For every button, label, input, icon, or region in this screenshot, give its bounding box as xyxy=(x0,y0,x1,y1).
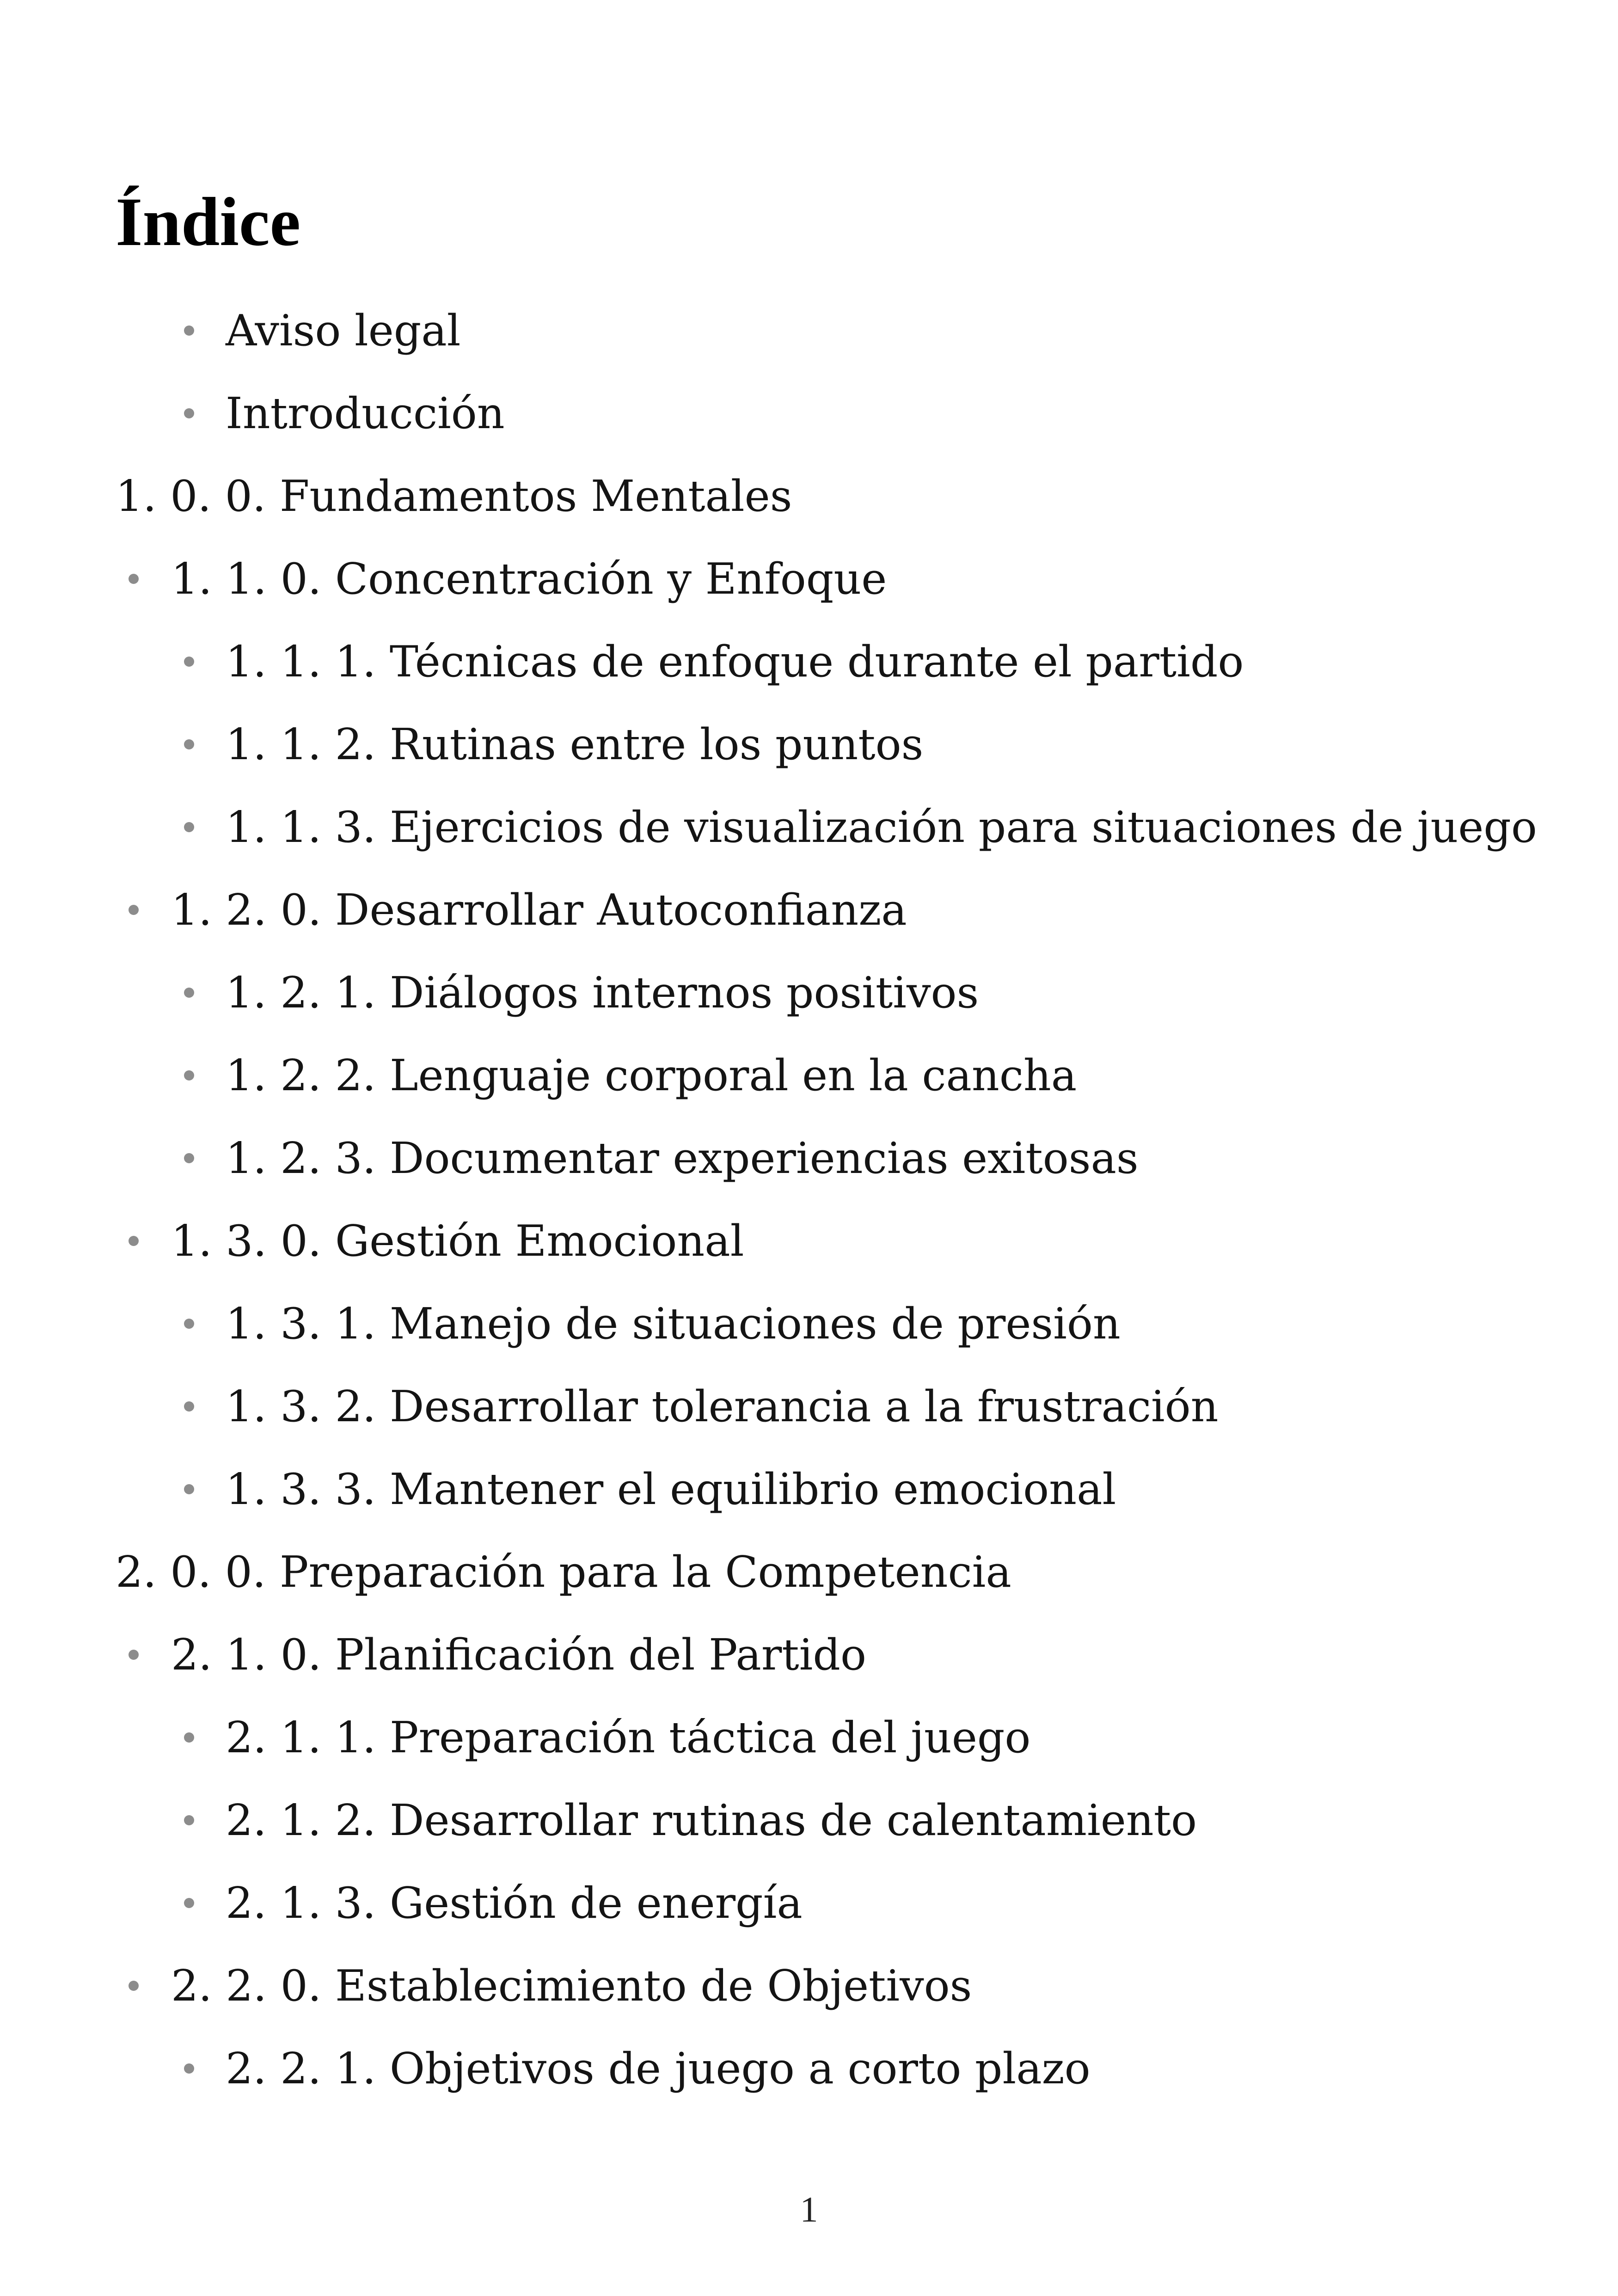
toc-entry[interactable] xyxy=(0,1868,1618,1951)
toc-entry-label: Aviso legal xyxy=(226,306,461,356)
toc-entry[interactable] xyxy=(0,379,1618,461)
toc-entry[interactable] xyxy=(0,710,1618,792)
toc-entry[interactable] xyxy=(0,1289,1618,1372)
toc-entry-label: 1. 3. 0. Gestión Emocional xyxy=(171,1216,744,1266)
page-title: Índice xyxy=(116,184,301,260)
toc-entry-label: 2. 1. 0. Planificación del Partido xyxy=(171,1630,866,1680)
toc-entry-label: 1. 1. 0. Concentración y Enfoque xyxy=(171,554,887,604)
bullet-icon xyxy=(184,1319,194,1329)
toc-entry[interactable] xyxy=(0,1372,1618,1455)
bullet-icon xyxy=(184,739,194,749)
bullet-icon xyxy=(184,1153,194,1163)
toc-entry[interactable] xyxy=(0,875,1618,958)
bullet-icon xyxy=(129,1236,139,1246)
table-of-contents xyxy=(0,296,1618,2117)
bullet-icon xyxy=(129,1981,139,1991)
bullet-icon xyxy=(184,1484,194,1494)
bullet-icon xyxy=(184,1732,194,1743)
toc-entry-label: 2. 2. 1. Objetivos de juego a corto plazo xyxy=(226,2044,1091,2093)
bullet-icon xyxy=(184,1070,194,1080)
toc-entry[interactable] xyxy=(0,792,1618,875)
bullet-icon xyxy=(184,408,194,418)
toc-entry[interactable] xyxy=(0,1951,1618,2034)
toc-entry[interactable] xyxy=(0,2034,1618,2117)
toc-entry-label: 1. 2. 3. Documentar experiencias exitosas xyxy=(226,1133,1139,1183)
bullet-icon xyxy=(184,822,194,832)
toc-entry[interactable] xyxy=(0,1537,1618,1620)
toc-entry-label: 1. 0. 0. Fundamentos Mentales xyxy=(116,471,792,521)
toc-entry[interactable] xyxy=(0,461,1618,544)
bullet-icon xyxy=(184,1898,194,1908)
toc-entry-label: Introducción xyxy=(226,388,505,438)
bullet-icon xyxy=(184,988,194,998)
page-number: 1 xyxy=(800,2189,818,2229)
toc-entry[interactable] xyxy=(0,1206,1618,1289)
toc-entry[interactable] xyxy=(0,1786,1618,1868)
toc-entry[interactable] xyxy=(0,544,1618,627)
toc-entry-label: 1. 1. 1. Técnicas de enfoque durante el partido xyxy=(226,637,1244,687)
toc-entry-label: 1. 3. 2. Desarrollar tolerancia a la frustración xyxy=(226,1381,1219,1431)
toc-entry-label: 1. 1. 2. Rutinas entre los puntos xyxy=(226,719,924,769)
toc-entry[interactable] xyxy=(0,1455,1618,1537)
toc-entry[interactable] xyxy=(0,627,1618,710)
toc-entry[interactable] xyxy=(0,1620,1618,1703)
toc-entry-label: 1. 1. 3. Ejercicios de visualización para situaciones de juego xyxy=(226,802,1537,852)
bullet-icon xyxy=(129,574,139,584)
bullet-icon xyxy=(184,1401,194,1412)
toc-entry-label: 2. 1. 1. Preparación táctica del juego xyxy=(226,1713,1031,1762)
toc-entry-label: 1. 2. 1. Diálogos internos positivos xyxy=(226,968,979,1018)
bullet-icon xyxy=(129,905,139,915)
toc-entry-label: 1. 2. 0. Desarrollar Autoconfianza xyxy=(171,885,907,935)
bullet-icon xyxy=(129,1650,139,1660)
bullet-icon xyxy=(184,1815,194,1825)
toc-entry[interactable] xyxy=(0,1123,1618,1206)
toc-entry-label: 2. 1. 3. Gestión de energía xyxy=(226,1878,803,1928)
toc-entry[interactable] xyxy=(0,1703,1618,1786)
toc-entry-label: 1. 3. 3. Mantener el equilibrio emocional xyxy=(226,1464,1116,1514)
bullet-icon xyxy=(184,325,194,336)
toc-entry-label: 2. 2. 0. Establecimiento de Objetivos xyxy=(171,1961,972,2011)
toc-entry-label: 2. 0. 0. Preparación para la Competencia xyxy=(116,1547,1011,1597)
toc-entry[interactable] xyxy=(0,296,1618,379)
toc-entry-label: 2. 1. 2. Desarrollar rutinas de calentamiento xyxy=(226,1795,1197,1845)
toc-entry[interactable] xyxy=(0,958,1618,1041)
toc-entry-label: 1. 3. 1. Manejo de situaciones de presión xyxy=(226,1299,1121,1349)
bullet-icon xyxy=(184,2063,194,2074)
toc-entry[interactable] xyxy=(0,1041,1618,1123)
toc-entry-label: 1. 2. 2. Lenguaje corporal en la cancha xyxy=(226,1050,1077,1100)
bullet-icon xyxy=(184,657,194,667)
